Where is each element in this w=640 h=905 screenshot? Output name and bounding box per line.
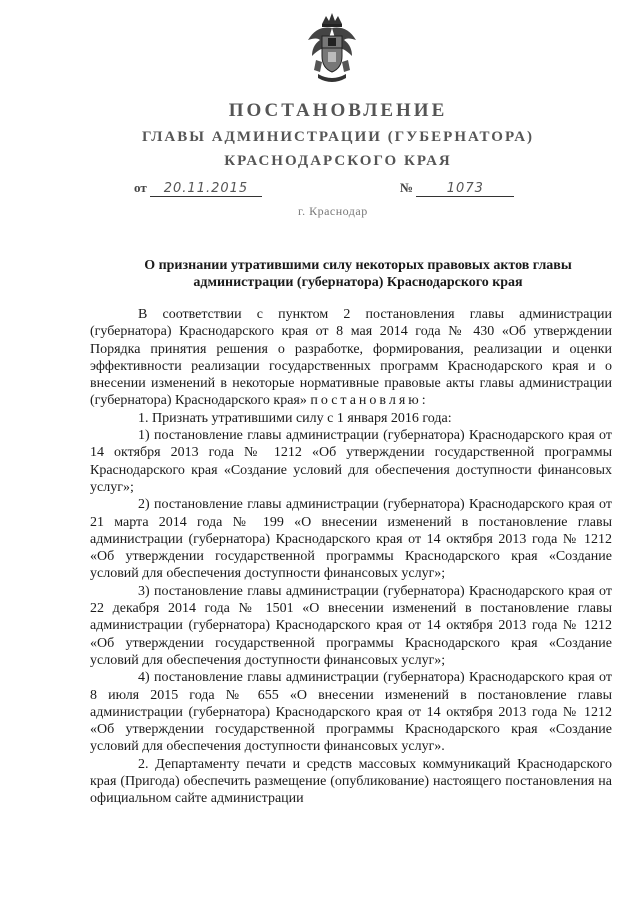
list-item: 3) постановление главы администрации (губернатора) Краснодарского края от 22 декабря 2014 года № 1501 «О внесении изменений в постановление главы администрации (губернатора) Краснодарского края от 14 октября 2013 года № 1212 «Об утверждении государственной программы Краснодарского края «Создание условий для обеспечения доступности финансовых услуг»; [90, 583, 612, 668]
document-title: О признании утратившими силу некоторых правовых актов главы администрации (губернатора) Краснодарского края [144, 258, 572, 290]
date-field [134, 180, 262, 197]
date-value: 20.11.2015 [150, 181, 262, 197]
list-item: 1) постановление главы администрации (губернатора) Краснодарского края от 14 октября 2013 года № 1212 «Об утверждении государственной программы Краснодарского края «Создание условий для обеспечения доступности финансовых услуг»; [90, 428, 612, 495]
coat-of-arms-icon [300, 10, 364, 86]
region-line: КРАСНОДАРСКОГО КРАЯ [224, 153, 452, 169]
city-label: г. Краснодар [298, 204, 368, 218]
doc-type-title: ПОСТАНОВЛЕНИЕ [228, 100, 448, 121]
paragraph-2: 2. Департаменту печати и средств массовых коммуникаций Краснодарского края (Пригода) обеспечить размещение (опубликование) настоящего постановления на официальном сайте администрации [90, 756, 612, 807]
date-prefix: от [134, 180, 147, 195]
intro-text: В соответствии с пунктом 2 постановления главы администрации (губернатора) Краснодарского края от 8 мая 2014 года № 430 «Об утверждении Порядка принятия решения о разработке, формирования, реализации и оценки эффективности реализации государственных программ Краснодарского края и о внесении изменений в некоторые нормативные правовые акты главы администрации (губернатора) Краснодарского края» [90, 307, 612, 409]
number-prefix: № [400, 180, 414, 195]
issuer-line: ГЛАВЫ АДМИНИСТРАЦИИ (ГУБЕРНАТОРА) [141, 129, 535, 145]
list-item: 4) постановление главы администрации (губернатора) Краснодарского края от 8 июля 2015 года № 655 «О внесении изменений в постановление главы администрации (губернатора) Краснодарского края от 14 октября 2013 года № 1212 «Об утверждении государственной программы Краснодарского края «Создание условий для обеспечения доступности финансовых услуг». [90, 670, 612, 755]
paragraph-1: 1. Признать утратившими силу с 1 января 2016 года: [138, 410, 452, 426]
number-value: 1073 [416, 181, 514, 197]
list-item: 2) постановление главы администрации (губернатора) Краснодарского края от 21 марта 2014 года № 199 «О внесении изменений в постановление главы администрации (губернатора) Краснодарского края от 14 октября 2013 года № 1212 «Об утверждении государственной программы Краснодарского края «Создание условий для обеспечения доступности финансовых услуг»; [90, 497, 612, 582]
number-field [400, 180, 514, 197]
intro-paragraph [90, 306, 612, 410]
decree-word: постановляю: [310, 393, 429, 409]
document-body [90, 306, 612, 808]
